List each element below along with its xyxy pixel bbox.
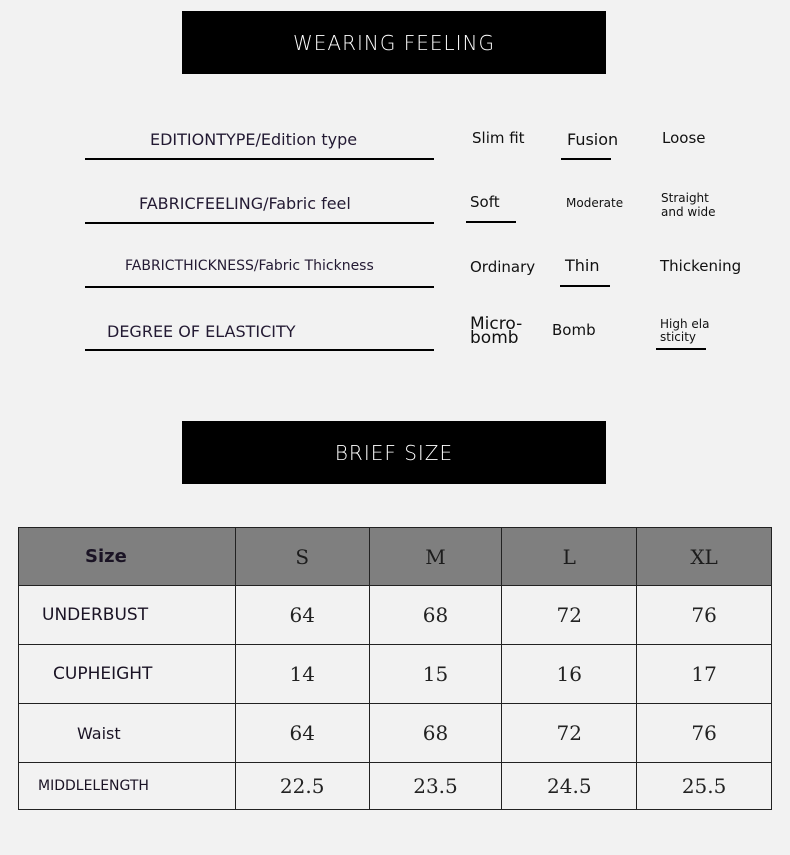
header-m: M	[369, 528, 502, 586]
option-micro-bomb: Micro-bomb	[470, 314, 523, 348]
table-cell: 72	[502, 704, 637, 763]
attr-underline	[85, 222, 434, 224]
header-l: L	[502, 528, 637, 586]
table-row	[19, 645, 772, 704]
attr-underline	[85, 286, 434, 288]
option-thin: Thin	[565, 256, 600, 275]
option-soft: Soft	[470, 193, 500, 211]
wearing-feeling-title: WEARING FEELING	[293, 30, 495, 55]
brief-size-title: BRIEF SIZE	[334, 440, 454, 465]
table-cell: 76	[637, 704, 772, 763]
selected-underline	[560, 285, 610, 287]
header-s: S	[235, 528, 369, 586]
header-size: Size	[19, 528, 236, 586]
table-cell: 24.5	[502, 763, 637, 810]
brief-size-banner	[182, 421, 606, 484]
attr-label-fabric-thickness: FABRICTHICKNESS/Fabric Thickness	[125, 258, 374, 274]
header-xl: XL	[637, 528, 772, 586]
table-cell: 16	[502, 645, 637, 704]
selected-underline	[561, 158, 611, 160]
table-cell: 17	[637, 645, 772, 704]
row-label-underbust: UNDERBUST	[19, 586, 236, 645]
table-row	[19, 586, 772, 645]
table-cell: 15	[369, 645, 502, 704]
table-cell: 64	[235, 704, 369, 763]
attr-underline	[85, 158, 434, 160]
option-moderate: Moderate	[566, 196, 624, 210]
table-cell: 68	[369, 586, 502, 645]
option-fusion: Fusion	[567, 130, 619, 149]
row-label-middlelength: MIDDLELENGTH	[19, 763, 236, 810]
table-cell: 25.5	[637, 763, 772, 810]
row-label-waist: Waist	[19, 704, 236, 763]
table-cell: 23.5	[369, 763, 502, 810]
attr-label-edition-type: EDITIONTYPE/Edition type	[150, 130, 358, 149]
table-row	[19, 704, 772, 763]
table-cell: 22.5	[235, 763, 369, 810]
attr-label-elasticity: DEGREE OF ELASTICITY	[107, 322, 296, 341]
table-cell: 14	[235, 645, 369, 704]
option-ordinary: Ordinary	[470, 258, 536, 276]
option-thickening: Thickening	[660, 257, 742, 275]
size-table	[18, 527, 772, 810]
attr-underline	[85, 349, 434, 351]
option-high-elasticity: High elasticity	[660, 317, 710, 344]
option-straight-and-wide: Straight and wide	[661, 191, 716, 219]
table-cell: 64	[235, 586, 369, 645]
option-slim-fit: Slim fit	[472, 129, 525, 147]
table-cell: 68	[369, 704, 502, 763]
row-label-cupheight: CUPHEIGHT	[19, 645, 236, 704]
option-loose: Loose	[662, 129, 706, 147]
selected-underline	[656, 348, 706, 350]
size-table-header	[19, 528, 772, 586]
attr-label-fabric-feel: FABRICFEELING/Fabric feel	[139, 194, 351, 213]
option-bomb: Bomb	[552, 321, 596, 339]
table-cell: 76	[637, 586, 772, 645]
table-row	[19, 763, 772, 810]
table-cell: 72	[502, 586, 637, 645]
selected-underline	[466, 221, 516, 223]
